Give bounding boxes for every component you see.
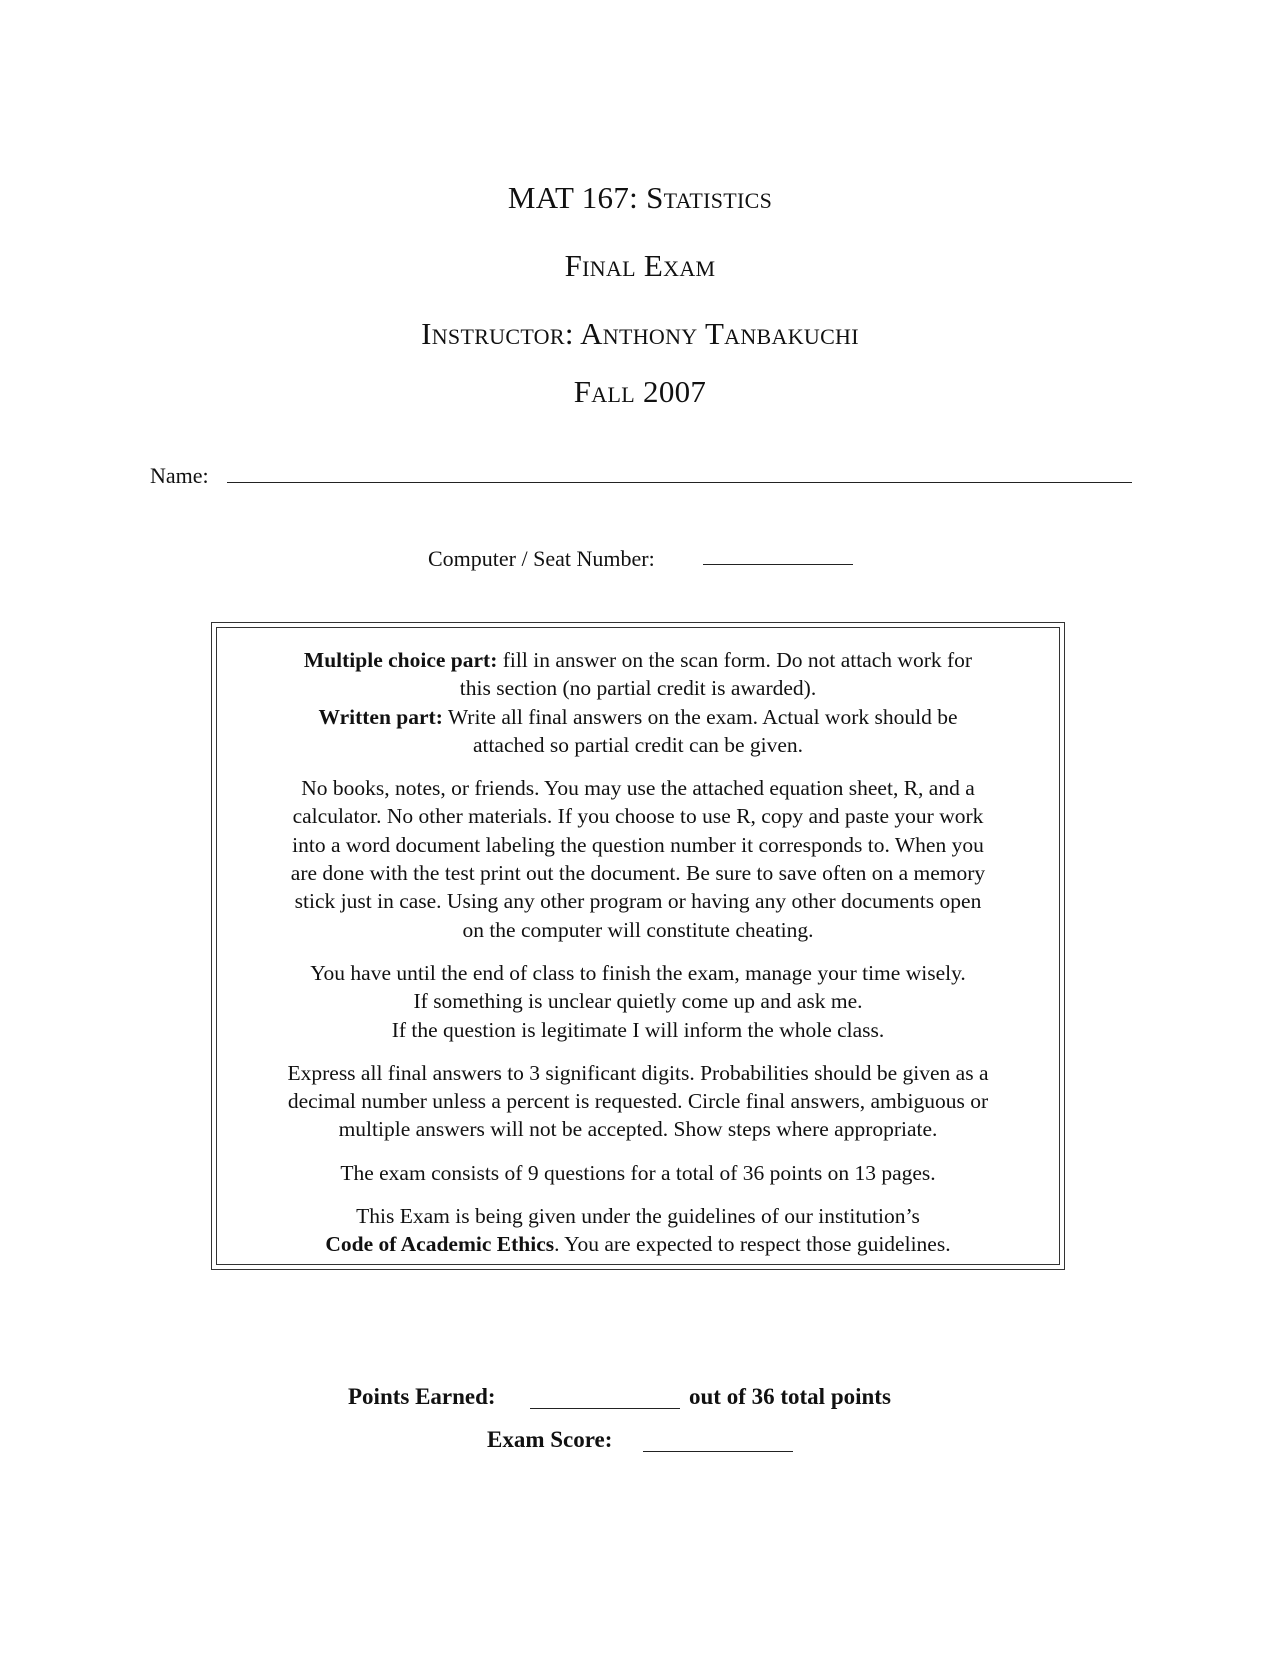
term-title: Fall 2007	[573, 374, 707, 409]
instructions-time	[227, 959, 1049, 1044]
materials-line: on the computer will constitute cheating.	[462, 917, 814, 942]
instructions-answers	[227, 1059, 1049, 1144]
exam-title: Final Exam	[564, 248, 716, 283]
name-field[interactable]	[227, 482, 1132, 483]
written-instruction-line-1: Written part: Write all final answers on the exam. Actual work should be	[318, 704, 958, 729]
materials-line: stick just in case. Using any other program or having any other documents open	[294, 889, 982, 914]
written-label: Written part:	[318, 704, 443, 729]
exam-size-line: The exam consists of 9 questions for a total of 36 points on 13 pages.	[340, 1160, 936, 1185]
seat-number-label: Computer / Seat Number:	[428, 546, 655, 571]
materials-line: calculator. No other materials. If you choose to use R, copy and paste your work	[292, 804, 984, 829]
seat-number-field[interactable]	[703, 564, 853, 565]
points-earned-field[interactable]	[530, 1408, 680, 1409]
time-line: If something is unclear quietly come up and ask me.	[413, 989, 863, 1014]
code-of-ethics-label: Code of Academic Ethics	[325, 1232, 555, 1257]
instructions-exam-size	[227, 1159, 1049, 1187]
instructions-box-inner	[216, 627, 1060, 1265]
materials-line: No books, notes, or friends. You may use the attached equation sheet, R, and a	[301, 776, 975, 801]
time-line: If the question is legitimate I will inform the whole class.	[391, 1017, 885, 1042]
points-total-label: out of 36 total points	[689, 1384, 891, 1409]
mc-label: Multiple choice part:	[303, 648, 498, 672]
instructions-box	[211, 622, 1065, 1270]
materials-line: into a word document labeling the question number it corresponds to. When you	[292, 832, 984, 857]
exam-score-label: Exam Score:	[487, 1427, 613, 1452]
materials-line: are done with the test print out the document. Be sure to save often on a memory	[290, 861, 986, 886]
course-title: MAT 167: Statistics	[507, 180, 773, 215]
instructions-ethics	[227, 1202, 1049, 1259]
ethics-line-1: This Exam is being given under the guidelines of our institution’s	[356, 1204, 920, 1229]
points-earned-label: Points Earned:	[348, 1384, 496, 1409]
exam-score-field[interactable]	[643, 1451, 793, 1452]
mc-instruction-line-1: Multiple choice part: fill in answer on the scan form. Do not attach work for	[303, 648, 973, 672]
time-line: You have until the end of class to finish the exam, manage your time wisely.	[310, 960, 966, 985]
ethics-line-2: Code of Academic Ethics. You are expected to respect those guidelines.	[325, 1232, 951, 1257]
answers-line: multiple answers will not be accepted. Show steps where appropriate.	[338, 1117, 938, 1142]
answers-line: Express all final answers to 3 significant digits. Probabilities should be given as a	[287, 1060, 989, 1085]
instructions-exam-parts	[227, 646, 1049, 759]
instructor-title: Instructor: Anthony Tanbakuchi	[421, 316, 859, 351]
mc-instruction-line-2: this section (no partial credit is awarded).	[459, 676, 817, 701]
answers-line: decimal number unless a percent is requested. Circle final answers, ambiguous or	[287, 1089, 989, 1114]
name-label: Name:	[150, 463, 209, 488]
instructions-materials	[227, 774, 1049, 944]
written-instruction-line-2: attached so partial credit can be given.	[472, 732, 804, 757]
